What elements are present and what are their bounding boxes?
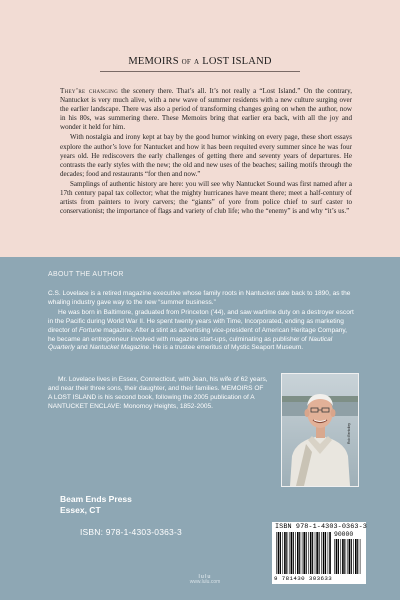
publisher-name: Beam Ends Press [60, 494, 132, 504]
barcode-bar [349, 539, 351, 574]
barcode-bar [340, 539, 341, 574]
bio-italic: Nautical Quarterly [48, 335, 333, 352]
barcode-bar [306, 532, 307, 574]
barcode-bar [328, 532, 329, 574]
barcode-bar [284, 532, 286, 574]
isbn-text: ISBN: 978-1-4303-0363-3 [80, 527, 182, 537]
barcode-bar [299, 532, 300, 574]
title-part: LOST ISLAND [199, 56, 272, 67]
barcode-bar [334, 539, 335, 574]
photo-credit: Rob Bertolley [347, 422, 351, 444]
title-rule [100, 71, 300, 72]
barcode-bar [308, 532, 309, 574]
title-part: MEMOIRS [128, 56, 182, 67]
blurb-lead: They’re changing [60, 87, 118, 95]
barcode-bar [353, 539, 354, 574]
barcode-bar [315, 532, 316, 574]
author-bio [48, 290, 354, 354]
barcode-bar [344, 539, 345, 574]
bio-paragraph [48, 309, 354, 354]
barcode-bar [280, 532, 281, 574]
barcode-bar [297, 532, 299, 574]
lulu-url: www.lulu.com [189, 579, 221, 585]
bio-text: and [74, 344, 90, 352]
lulu-mark: lulu [198, 574, 212, 580]
barcode-bar [321, 532, 322, 574]
bio-paragraph: C.S. Lovelace is a retired magazine executive whose family roots in Nantucket date back to 1890, as the whaling industry gave way to the new “summer business.” [48, 290, 351, 306]
barcode-bar [293, 532, 294, 574]
bio-paragraph-family: Mr. Lovelace lives in Essex, Connecticut, with Jean, his wife of 62 years, and near their three sons, their daughter, and their families. MEMOIRS OF A LOST ISLAND is his second book, following the 2005 publication of A NANTUCKET ENCLAVE: Monomoy Heights, 1852-2005. [48, 376, 268, 410]
about-heading: ABOUT THE AUTHOR [48, 271, 124, 278]
barcode-bar [289, 532, 290, 574]
barcode-bar [276, 532, 277, 574]
barcode-bar [278, 532, 280, 574]
blurb-text: the scenery there. That’s all. It’s not really a “Lost Island.” On the contrary, Nantucket is very much alive, with a new wave of summer residents with a new culture surging over the earlier landscape. There was also a period of transforming changes going on when the author, now in his 80s, was summering there. These Memoirs bring that earlier era back, with all the joy and wonder it held for him. [60, 87, 352, 132]
barcode-bar [355, 539, 357, 574]
barcode-bar [325, 532, 326, 574]
barcode-bar [316, 532, 318, 574]
barcode-bar [360, 539, 361, 574]
barcode-bar [338, 539, 339, 574]
bio-text: He was born in Baltimore, graduated from Princeton (’44), and saw wartime duty on a destroyer escort in the Pacific during World War II. He spent twenty years with Time, Incorporated, ending as marketing director of [48, 308, 354, 334]
blurb-paragraph [60, 87, 352, 132]
barcode-bar [357, 539, 358, 574]
barcode-bar [351, 539, 352, 574]
barcode-price: 90000 [334, 531, 354, 538]
barcode-bar [303, 532, 305, 574]
barcode-bar [295, 532, 296, 574]
barcode-digits: 9 781430 303633 [274, 575, 333, 582]
blurb-paragraph: With nostalgia and irony kept at bay by the good humor winking on every page, these short essays explore the author’s love for Nantucket and how it has been requited every summer since he was four years old. He rediscovers the early challenges of getting there and seventy years of departures. He contrasts the early styles with the new; the old and new uses of the beaches; sailing motifs through the decades; food and restaurants “for then and now.” [60, 133, 352, 178]
front-panel [0, 0, 400, 257]
barcode-addon-bars [334, 539, 362, 574]
barcode [272, 522, 366, 584]
lulu-logo [175, 575, 235, 585]
title-part-of: of a [181, 56, 200, 67]
bio-italic: Fortune [78, 326, 102, 334]
publisher [60, 494, 132, 516]
bio-italic: Nantucket Magazine [89, 344, 150, 352]
barcode-bar [323, 532, 325, 574]
barcode-bar [302, 532, 303, 574]
blurb [60, 87, 352, 217]
barcode-bar [329, 532, 331, 574]
barcode-isbn: ISBN 978-1-4303-0363-3 [275, 523, 367, 531]
barcode-bar [342, 539, 344, 574]
barcode-bar [319, 532, 320, 574]
barcode-bar [291, 532, 293, 574]
barcode-bar [310, 532, 312, 574]
barcode-bar [336, 539, 338, 574]
barcode-bars [276, 532, 332, 574]
book-title [0, 56, 400, 67]
barcode-bar [347, 539, 348, 574]
publisher-location: Essex, CT [60, 505, 101, 515]
barcode-bar [282, 532, 283, 574]
barcode-bar [286, 532, 287, 574]
bio-text: . He is a trustee emeritus of Mystic Seaport Museum. [149, 344, 304, 352]
blurb-paragraph: Samplings of authentic history are here: you will see why Nantucket Sound was first named after a 17th century papal tax collector; what the mighty hurricanes have meant there; meet a half-century of artists from painters to ivory carvers; the “giants” of yore from police chief to surf caster to conservationist; the importance of flags and variety of club life; who the “enemy” is and why “it’s us.” [60, 179, 352, 216]
barcode-bar [312, 532, 313, 574]
bio-text: magazine. After a stint as advertising vice-president of American Heritage Company, he became an entrepreneur involved with magazine start-ups, culminating as publisher of [48, 326, 348, 343]
